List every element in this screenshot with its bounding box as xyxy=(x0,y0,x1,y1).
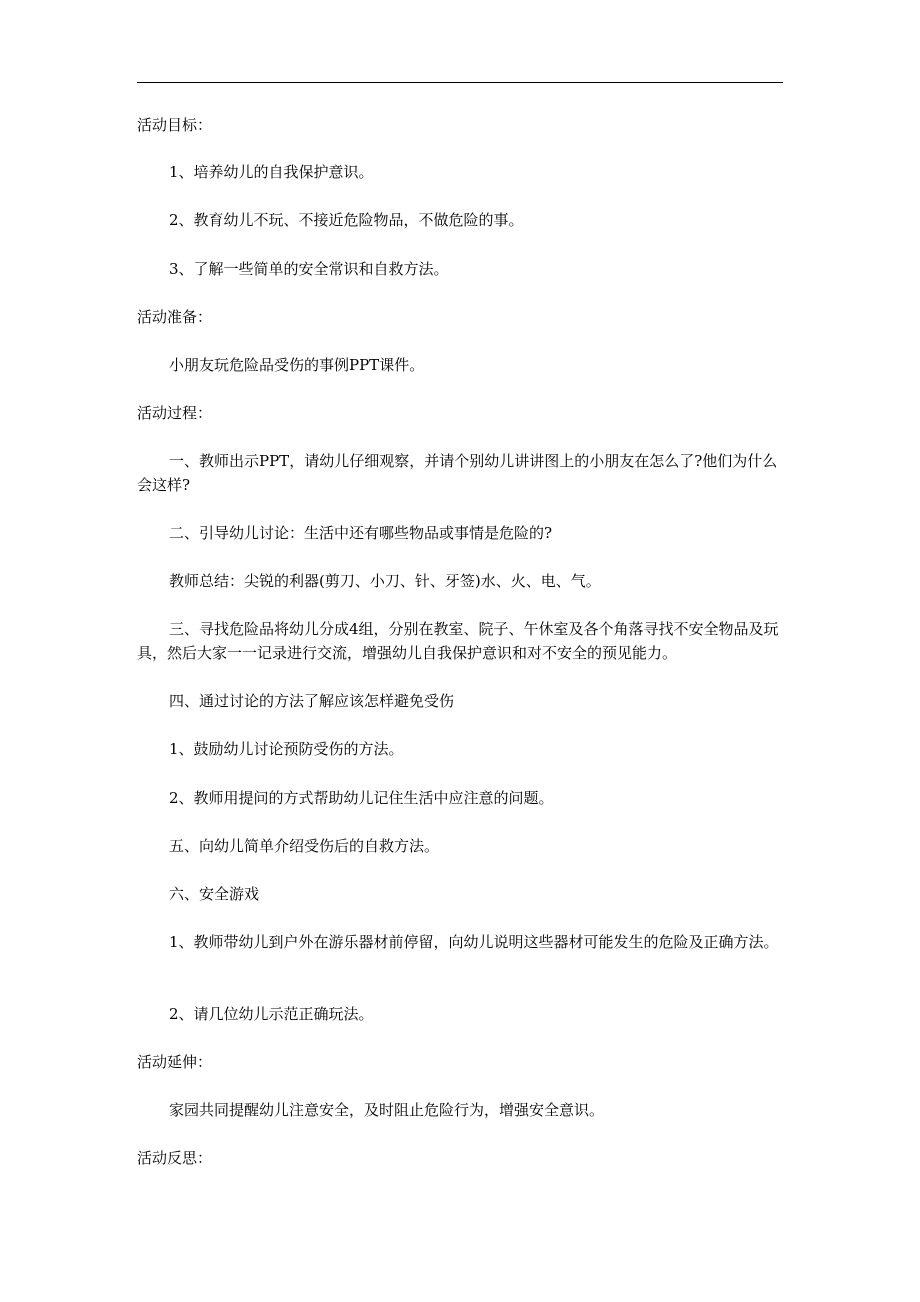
goal-item: 3、了解一些简单的安全常识和自救方法。 xyxy=(169,260,449,278)
process-step: 一、教师出示PPT，请幼儿仔细观察，并请个别幼儿讲讲图上的小朋友在怎么了?他们为什么会这样? xyxy=(137,452,778,494)
process-sub-step: 1、鼓励幼儿讨论预防受伤的方法。 xyxy=(169,740,404,758)
process-sub-step: 2、教师用提问的方式帮助幼儿记住生活中应注意的问题。 xyxy=(169,789,554,807)
process-step: 三、寻找危险品将幼儿分成4组，分别在教室、院子、午休室及各个角落寻找不安全物品及玩具，然后大家一一记录进行交流，增强幼儿自我保护意识和对不安全的预见能力。 xyxy=(137,620,779,662)
extension-item: 家园共同提醒幼儿注意安全，及时阻止危险行为，增强安全意识。 xyxy=(169,1101,605,1119)
process-step: 六、安全游戏 xyxy=(169,885,260,903)
heading-activity-goals: 活动目标： xyxy=(137,116,213,134)
goal-item: 1、培养幼儿的自我保护意识。 xyxy=(169,163,374,181)
process-sub-step: 1、教师带幼儿到户外在游乐器材前停留，向幼儿说明这些器材可能发生的危险及正确方法。 xyxy=(169,933,779,951)
preparation-item: 小朋友玩危险品受伤的事例PPT课件。 xyxy=(169,356,425,374)
heading-activity-process: 活动过程： xyxy=(137,404,213,422)
process-sub-step: 2、请几位幼儿示范正确玩法。 xyxy=(169,1005,374,1023)
heading-activity-reflection: 活动反思： xyxy=(137,1149,213,1167)
goal-item: 2、教育幼儿不玩、不接近危险物品，不做危险的事。 xyxy=(169,211,524,229)
process-step: 二、引导幼儿讨论：生活中还有哪些物品或事情是危险的? xyxy=(169,524,553,542)
teacher-summary: 教师总结：尖锐的利器(剪刀、小刀、针、牙签)水、火、电、气。 xyxy=(169,572,601,590)
heading-activity-extension: 活动延伸： xyxy=(137,1053,213,1071)
process-step: 五、向幼儿简单介绍受伤后的自救方法。 xyxy=(169,837,440,855)
heading-activity-preparation: 活动准备： xyxy=(137,308,213,326)
header-rule xyxy=(137,82,783,83)
process-step: 四、通过讨论的方法了解应该怎样避免受伤 xyxy=(169,692,455,710)
